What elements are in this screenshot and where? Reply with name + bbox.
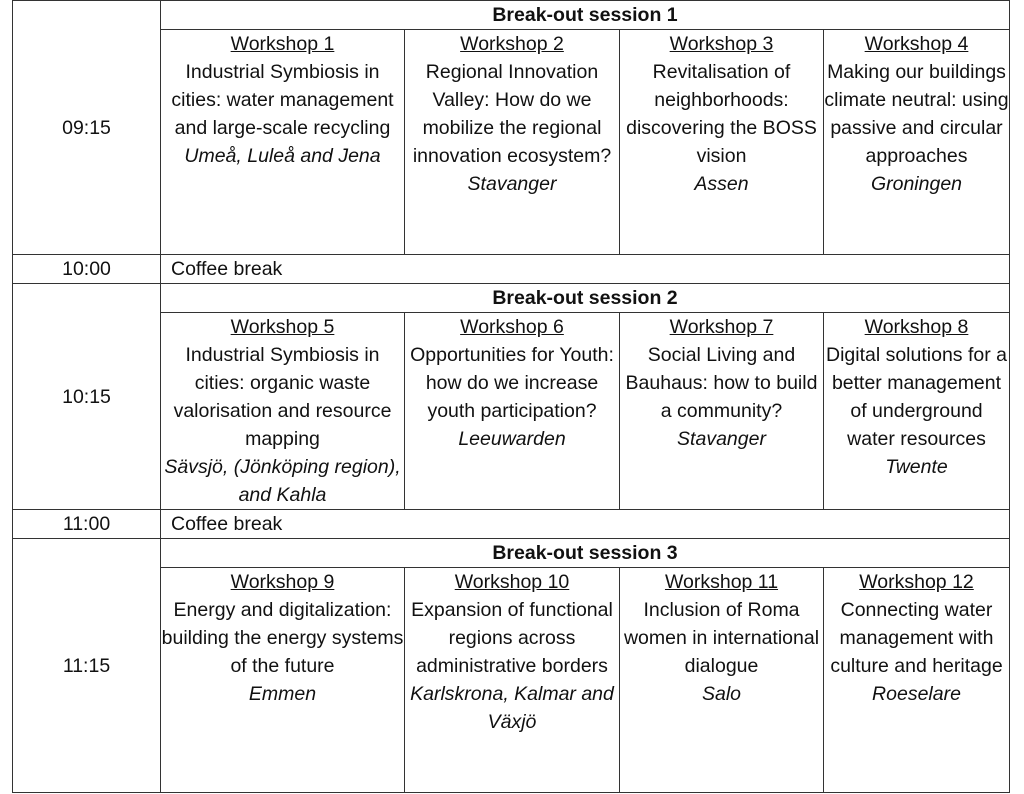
workshop-description: Industrial Symbiosis in cities: water management and large-scale recycling bbox=[171, 61, 394, 139]
workshop-location: Salo bbox=[701, 683, 742, 705]
workshop-description: Energy and digitalization: building the energy systems of the future bbox=[161, 599, 404, 677]
workshop-cell bbox=[824, 568, 1010, 793]
workshop-location: Karlskrona, Kalmar and Växjö bbox=[410, 683, 614, 733]
workshop-location: Groningen bbox=[870, 173, 963, 195]
break-time: 10:00 bbox=[13, 255, 161, 284]
break-label: Coffee break bbox=[161, 255, 1010, 284]
workshop-description: Opportunities for Youth: how do we increase youth participation? bbox=[410, 344, 614, 422]
workshop-description: Expansion of functional regions across administrative borders bbox=[411, 599, 613, 677]
workshop-title: Workshop 1 bbox=[230, 33, 335, 55]
session-header-row bbox=[13, 284, 1010, 313]
workshop-title: Workshop 7 bbox=[669, 316, 774, 338]
workshop-title: Workshop 10 bbox=[454, 571, 570, 593]
workshop-description: Making our buildings climate neutral: using passive and circular approaches bbox=[824, 61, 1009, 167]
time-cell: 09:15 bbox=[13, 1, 161, 255]
workshop-title: Workshop 6 bbox=[460, 316, 564, 338]
workshop-row bbox=[13, 313, 1010, 510]
workshop-description: Inclusion of Roma women in international dialogue bbox=[623, 599, 820, 677]
time-cell: 11:15 bbox=[13, 539, 161, 793]
workshop-title: Workshop 11 bbox=[664, 571, 779, 593]
workshop-cell bbox=[161, 30, 405, 255]
session-header-row bbox=[13, 1, 1010, 30]
workshop-description: Connecting water management with culture and heritage bbox=[830, 599, 1003, 677]
workshop-cell bbox=[824, 313, 1010, 510]
session-title: Break-out session 2 bbox=[161, 284, 1010, 313]
workshop-cell bbox=[161, 568, 405, 793]
workshop-cell bbox=[405, 30, 620, 255]
break-time: 11:00 bbox=[13, 510, 161, 539]
workshop-description: Regional Innovation Valley: How do we mobilize the regional innovation ecosystem? bbox=[412, 61, 612, 167]
time-cell: 10:15 bbox=[13, 284, 161, 510]
workshop-title: Workshop 5 bbox=[230, 316, 335, 338]
workshop-cell bbox=[824, 30, 1010, 255]
workshop-cell bbox=[405, 568, 620, 793]
workshop-title: Workshop 4 bbox=[864, 33, 969, 55]
break-row bbox=[13, 510, 1010, 539]
workshop-location: Stavanger bbox=[677, 428, 766, 450]
workshop-description: Social Living and Bauhaus: how to build a community? bbox=[625, 344, 818, 422]
workshop-location: Twente bbox=[885, 456, 948, 478]
workshop-description: Industrial Symbiosis in cities: organic waste valorisation and resource mapping bbox=[173, 344, 392, 450]
workshop-location: Emmen bbox=[248, 683, 317, 705]
workshop-description: Digital solutions for a better management of underground water resources bbox=[825, 344, 1007, 450]
workshop-location: Umeå, Luleå and Jena bbox=[184, 145, 381, 167]
workshop-row bbox=[13, 30, 1010, 255]
schedule-table bbox=[12, 0, 1010, 793]
workshop-cell bbox=[161, 313, 405, 510]
session-header-row bbox=[13, 539, 1010, 568]
workshop-cell bbox=[405, 313, 620, 510]
workshop-location: Assen bbox=[694, 173, 749, 195]
workshop-row bbox=[13, 568, 1010, 793]
workshop-location: Stavanger bbox=[467, 173, 557, 195]
workshop-title: Workshop 2 bbox=[460, 33, 564, 55]
workshop-cell bbox=[620, 568, 824, 793]
workshop-cell bbox=[620, 30, 824, 255]
workshop-cell bbox=[620, 313, 824, 510]
workshop-title: Workshop 9 bbox=[230, 571, 335, 593]
workshop-location: Sävsjö, (Jönköping region), and Kahla bbox=[164, 456, 401, 506]
session-title: Break-out session 1 bbox=[161, 1, 1010, 30]
workshop-location: Roeselare bbox=[872, 683, 961, 705]
workshop-title: Workshop 8 bbox=[864, 316, 969, 338]
break-row bbox=[13, 255, 1010, 284]
break-label: Coffee break bbox=[161, 510, 1010, 539]
workshop-title: Workshop 12 bbox=[859, 571, 974, 593]
workshop-title: Workshop 3 bbox=[669, 33, 774, 55]
workshop-location: Leeuwarden bbox=[458, 428, 566, 450]
session-title: Break-out session 3 bbox=[161, 539, 1010, 568]
workshop-description: Revitalisation of neighborhoods: discovering the BOSS vision bbox=[626, 61, 817, 167]
